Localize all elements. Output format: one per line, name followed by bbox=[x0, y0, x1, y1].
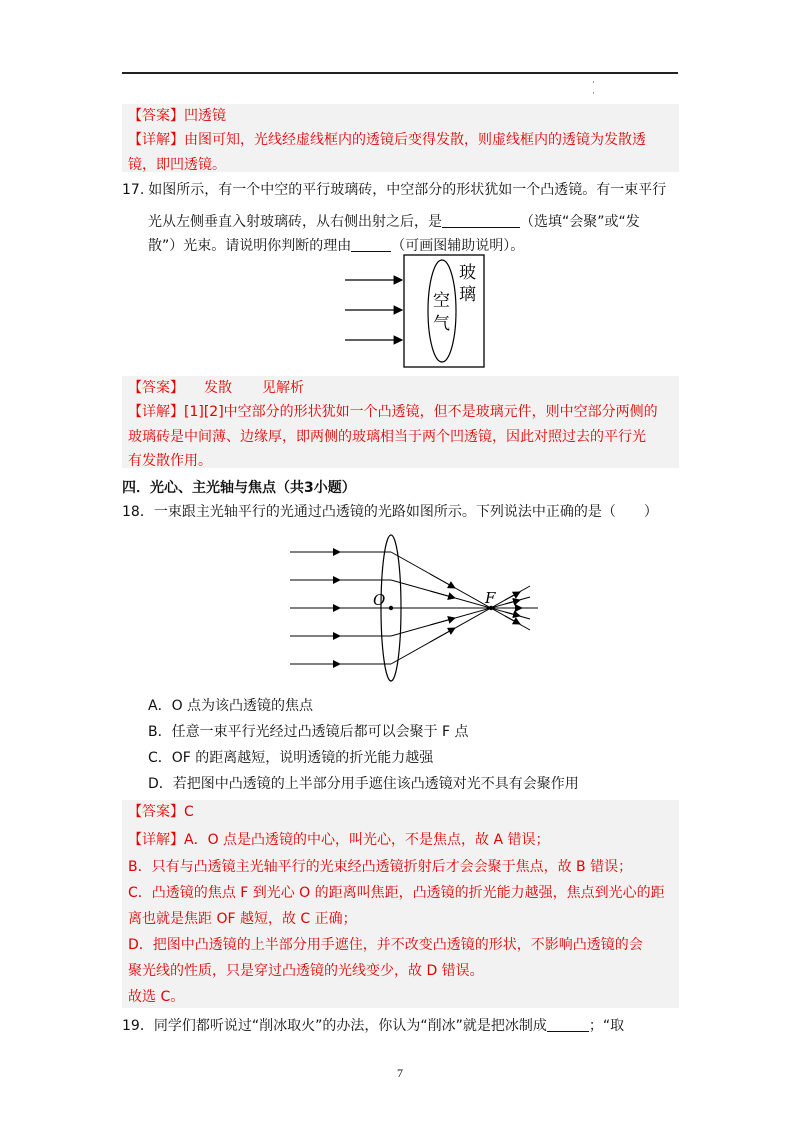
ray-arrow bbox=[505, 592, 520, 600]
question-text: （选填“会聚”或“发 bbox=[520, 214, 640, 230]
air-label-2: 气 bbox=[433, 314, 450, 334]
ray-arrow bbox=[505, 612, 520, 616]
q17-detail-1 bbox=[128, 402, 658, 422]
detail-text: A．O 点是凸透镜的中心，叫光心，不是焦点，故 A 错误； bbox=[184, 832, 550, 848]
q17-detail-3: 有发散作用。 bbox=[128, 453, 212, 469]
q16-detail-1 bbox=[128, 130, 646, 150]
q18-conclusion: 故选 C。 bbox=[128, 989, 185, 1005]
q18-detail-d2: 聚光线的性质，只是穿过凸透镜的光线变少，故 D 错误。 bbox=[128, 963, 484, 979]
question-text: 一束跟主光轴平行的光通过凸透镜的光路如图所示。下列说法中正确的是（ ） bbox=[153, 504, 658, 520]
ray-arrow bbox=[430, 628, 455, 642]
answer-text: 凹透镜 bbox=[184, 108, 226, 124]
glass-label-1: 玻 bbox=[459, 263, 476, 283]
answer-label: 【答案】 bbox=[128, 108, 184, 124]
question-number: 17. bbox=[122, 182, 145, 198]
q19-line-1 bbox=[122, 1016, 624, 1036]
ray-arrow bbox=[430, 591, 455, 598]
page-number: 7 bbox=[397, 1066, 403, 1080]
answer-label: 【答案】 bbox=[128, 380, 184, 396]
section-heading: 四．光心、主光轴与焦点（共3小题） bbox=[122, 480, 356, 496]
question-text: 光从左侧垂直入射玻璃砖，从右侧出射之后，是 bbox=[148, 214, 442, 230]
q18-option-d: D．若把图中凸透镜的上半部分用手遮住该凸透镜对光不具有会聚作用 bbox=[148, 776, 579, 792]
answer-blank[interactable] bbox=[547, 1017, 589, 1032]
header-rule bbox=[122, 72, 678, 74]
answer-1: 发散 bbox=[204, 380, 232, 396]
q18-detail-b: B．只有与凸透镜主光轴平行的光束经凸透镜折射后才会会聚于焦点，故 B 错误； bbox=[128, 859, 633, 875]
q17-line-2 bbox=[148, 212, 640, 232]
answer-text: C bbox=[184, 804, 194, 820]
q16-detail-2: 镜，即凹透镜。 bbox=[128, 157, 226, 173]
question-text: 如图所示，有一个中空的平行玻璃砖，中空部分的形状犹如一个凸透镜。有一束平行 bbox=[148, 182, 667, 198]
ray-arrow bbox=[430, 574, 455, 588]
answer-2: 见解析 bbox=[262, 380, 304, 396]
detail-label: 【详解】 bbox=[128, 832, 184, 848]
question-text: 同学们都听说过“削冰取火”的办法，你认为“削冰”就是把冰制成 bbox=[153, 1018, 547, 1034]
ray-arrow bbox=[430, 618, 455, 625]
q18-detail-c2: 离也就是焦距 OF 越短，故 C 正确； bbox=[128, 911, 357, 927]
q17-detail-2: 玻璃砖是中间薄、边缘厚，即两侧的玻璃相当于两个凹透镜，因此对照过去的平行光 bbox=[128, 429, 646, 445]
question-text: ；“取 bbox=[588, 1018, 625, 1034]
ray-arrow bbox=[505, 600, 520, 604]
header-dots: · · bbox=[592, 78, 595, 99]
answer-blank[interactable] bbox=[442, 213, 520, 228]
air-lens bbox=[428, 260, 456, 362]
q18-option-b: B．任意一束平行光经过凸透镜后都可以会聚于 F 点 bbox=[148, 724, 469, 740]
detail-label: 【详解】 bbox=[128, 404, 184, 420]
convex-lens-figure bbox=[280, 528, 550, 688]
q18-detail-d1: D．把图中凸透镜的上半部分用手遮住，并不改变凸透镜的形状，不影响凸透镜的会 bbox=[128, 937, 643, 953]
glass-label-2: 璃 bbox=[459, 285, 476, 305]
question-number: 18． bbox=[122, 504, 154, 520]
detail-text: [1][2]中空部分的形状犹如一个凸透镜，但不是玻璃元件，则中空部分两侧的 bbox=[184, 404, 658, 420]
q18-option-c: C．OF 的距离越短，说明透镜的折光能力越强 bbox=[148, 750, 434, 766]
q18-stem bbox=[122, 502, 658, 522]
glass-brick-figure bbox=[340, 250, 490, 370]
question-number: 19． bbox=[122, 1018, 154, 1034]
label-O: O bbox=[373, 591, 386, 609]
q18-detail-a bbox=[128, 830, 550, 850]
q17-answer bbox=[128, 378, 304, 398]
q18-detail-c1: C．凸透镜的焦点 F 到光心 O 的距离叫焦距，凸透镜的折光能力越强，焦点到光心的距 bbox=[128, 885, 665, 901]
question-text: 散”）光束。请说明你判断的理由 bbox=[148, 238, 352, 254]
q18-option-a: A．O 点为该凸透镜的焦点 bbox=[148, 698, 314, 714]
answer-label: 【答案】 bbox=[128, 804, 184, 820]
detail-text: 由图可知，光线经虚线框内的透镜后变得发散，则虚线框内的透镜为发散透 bbox=[184, 132, 646, 148]
air-label-1: 空 bbox=[433, 291, 450, 311]
q18-answer bbox=[128, 802, 194, 822]
optical-center-point bbox=[389, 606, 393, 610]
question-text: （可画图辅助说明）。 bbox=[391, 238, 525, 254]
label-F: F bbox=[485, 589, 496, 607]
ray-arrow bbox=[505, 616, 520, 624]
detail-label: 【详解】 bbox=[128, 132, 184, 148]
q16-answer bbox=[128, 106, 226, 126]
q17-line-1 bbox=[122, 180, 666, 200]
